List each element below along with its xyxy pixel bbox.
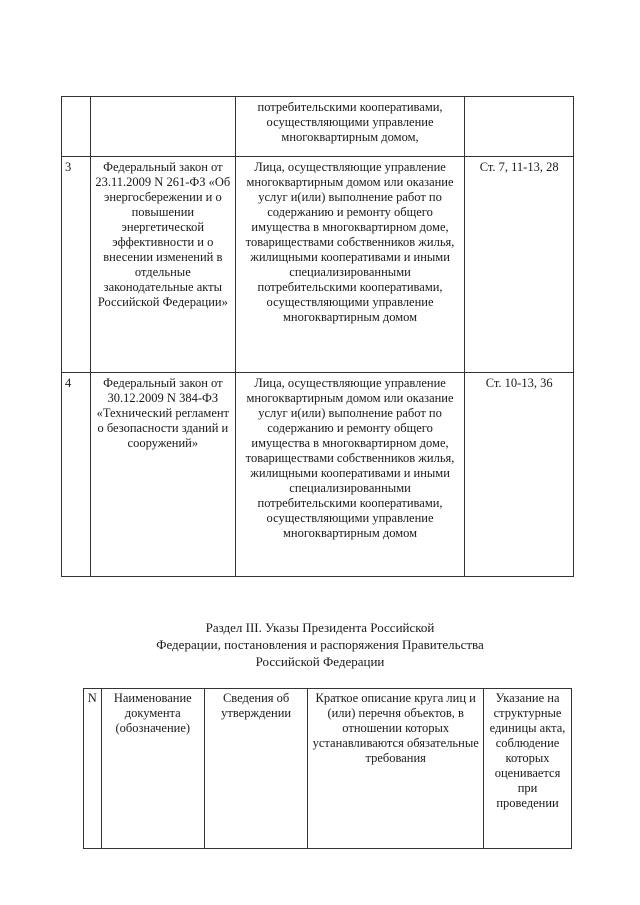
header-number: N (84, 689, 102, 849)
table-row (62, 97, 574, 157)
articles-cell: Ст. 7, 11-13, 28 (465, 157, 574, 373)
table-header-row (84, 689, 572, 849)
persons-cell: потребительскими кооперативами, осуществляющими управление многоквартирным домом, (235, 97, 465, 157)
persons-cell: Лица, осуществляющие управление многоквартирным домом или оказание услуг и(или) выполнение работ по содержанию и ремонту общего имущества в многоквартирном доме, товариществами собственников жилья, жилищными кооперативами и иными специализированными потребительскими кооперативами, осуществляющими управление многоквартирным домом (235, 157, 465, 373)
articles-cell (465, 97, 574, 157)
header-structural-units: Указание на структурные единицы акта, соблюдение которых оценивается при проведении (484, 689, 572, 849)
row-number (62, 97, 91, 157)
row-number: 4 (62, 373, 91, 577)
laws-table (61, 96, 574, 577)
section-title-line: Российской Федерации (255, 654, 385, 669)
row-number: 3 (62, 157, 91, 373)
section-title-line: Федерации, постановления и распоряжения Правительства (156, 637, 484, 652)
document-cell (90, 97, 235, 157)
articles-cell: Ст. 10-13, 36 (465, 373, 574, 577)
section-title-line: Раздел III. Указы Президента Российской (205, 620, 435, 635)
persons-cell: Лица, осуществляющие управление многоквартирным домом или оказание услуг и(или) выполнение работ по содержанию и ремонту общего имущества в многоквартирном доме, товариществами собственников жилья, жилищными кооперативами и иными специализированными потребительскими кооперативами, осуществляющими управление многоквартирным домом (235, 373, 465, 577)
section-heading (100, 619, 540, 670)
table-row (62, 373, 574, 577)
header-description: Краткое описание круга лиц и (или) перечня объектов, в отношении которых устанавливаются обязательные требования (308, 689, 484, 849)
header-approval: Сведения об утверждении (204, 689, 307, 849)
decrees-table (83, 688, 572, 849)
document-cell: Федеральный закон от 30.12.2009 N 384-ФЗ «Технический регламент о безопасности зданий и сооружений» (90, 373, 235, 577)
document-cell: Федеральный закон от 23.11.2009 N 261-ФЗ «Об энергосбережении и о повышении энергетической эффективности и о внесении изменений в отдельные законодательные акты Российской Федерации» (90, 157, 235, 373)
table-row (62, 157, 574, 373)
header-document-name: Наименование документа (обозначение) (101, 689, 204, 849)
